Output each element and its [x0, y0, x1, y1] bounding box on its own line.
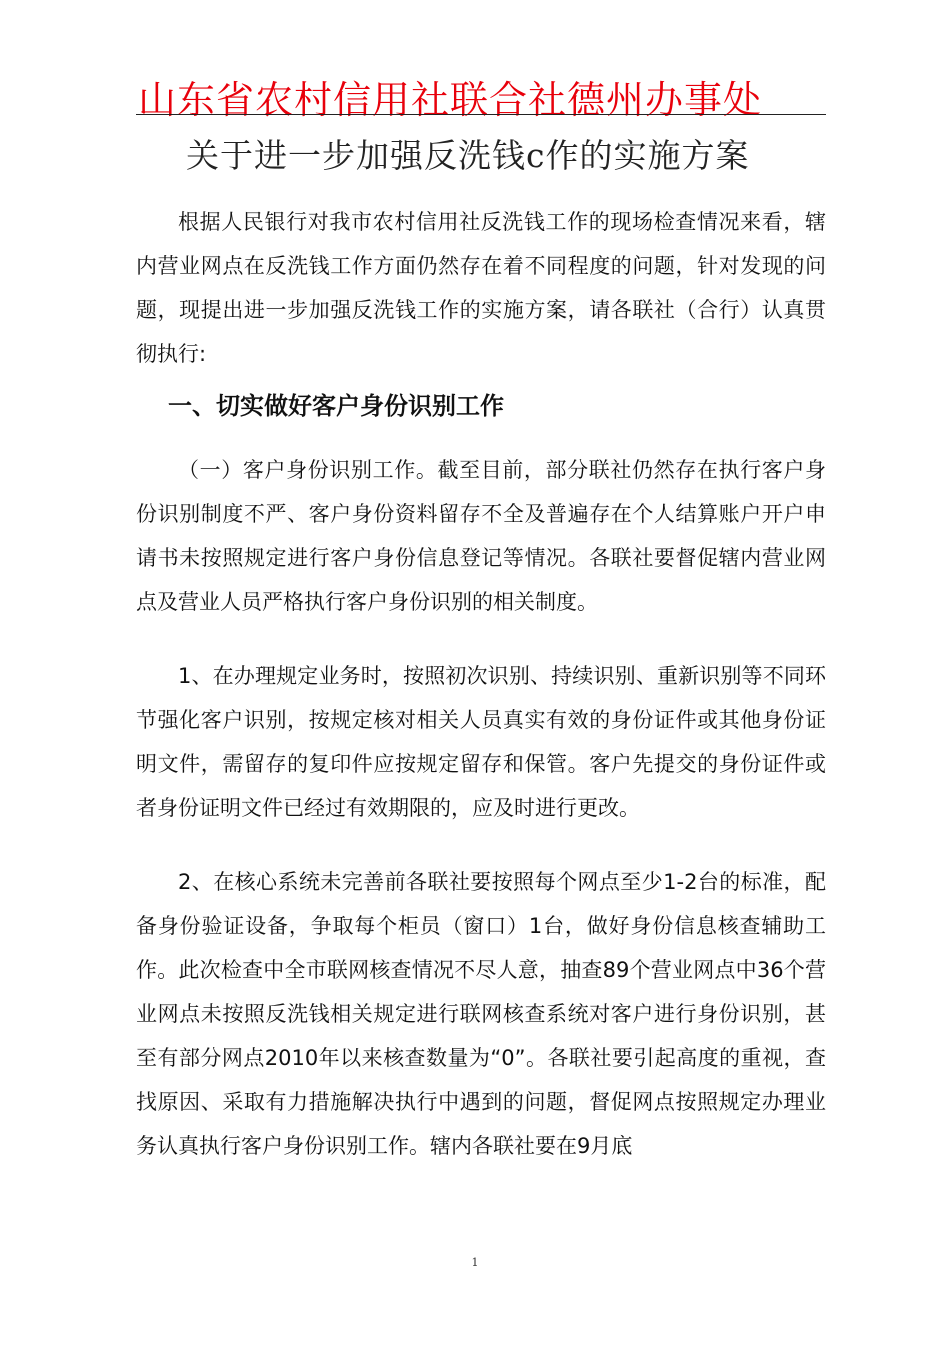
- section-heading-1: 一、切实做好客户身份识别工作: [168, 392, 504, 420]
- list-item-2: 2、在核心系统未完善前各联社要按照每个网点至少1-2台的标准，配备身份验证设备，争取每个柜员（窗口）1台，做好身份信息核查辅助工作。此次检查中全市联网核查情况不尽人意，抽查89个营业网点中36个营业网点未按照反洗钱相关规定进行联网核查系统对客户进行身份识别，甚至有部分网点2010年以来核查数量为“0”。各联社要引起高度的重视，查找原因、采取有力措施解决执行中遇到的问题，督促网点按照规定办理业务认真执行客户身份识别工作。辖内各联社要在9月底: [136, 870, 826, 1158]
- header-divider: [136, 114, 826, 115]
- intro-paragraph: 根据人民银行对我市农村信用社反洗钱工作的现场检查情况来看，辖内营业网点在反洗钱工作方面仍然存在着不同程度的问题，针对发现的问题，现提出进一步加强反洗钱工作的实施方案，请各联社（合行）认真贯彻执行:: [136, 210, 826, 366]
- subsection-paragraph-1: （一）客户身份识别工作。截至目前，部分联社仍然存在执行客户身份识别制度不严、客户身份资料留存不全及普遍存在个人结算账户开户申请书未按照规定进行客户身份信息登记等情况。各联社要督促辖内营业网点及营业人员严格执行客户身份识别的相关制度。: [136, 458, 826, 614]
- list-item-1: 1、在办理规定业务时，按照初次识别、持续识别、重新识别等不同环节强化客户识别，按规定核对相关人员真实有效的身份证件或其他身份证明文件，需留存的复印件应按规定留存和保管。客户先提交的身份证件或者身份证明文件已经过有效期限的，应及时进行更改。: [136, 664, 826, 820]
- organization-header: 山东省农村信用社联合社德州办事处: [138, 78, 763, 122]
- page-number: 1: [471, 1256, 479, 1269]
- document-title: 关于进一步加强反洗钱c作的实施方案: [186, 136, 750, 175]
